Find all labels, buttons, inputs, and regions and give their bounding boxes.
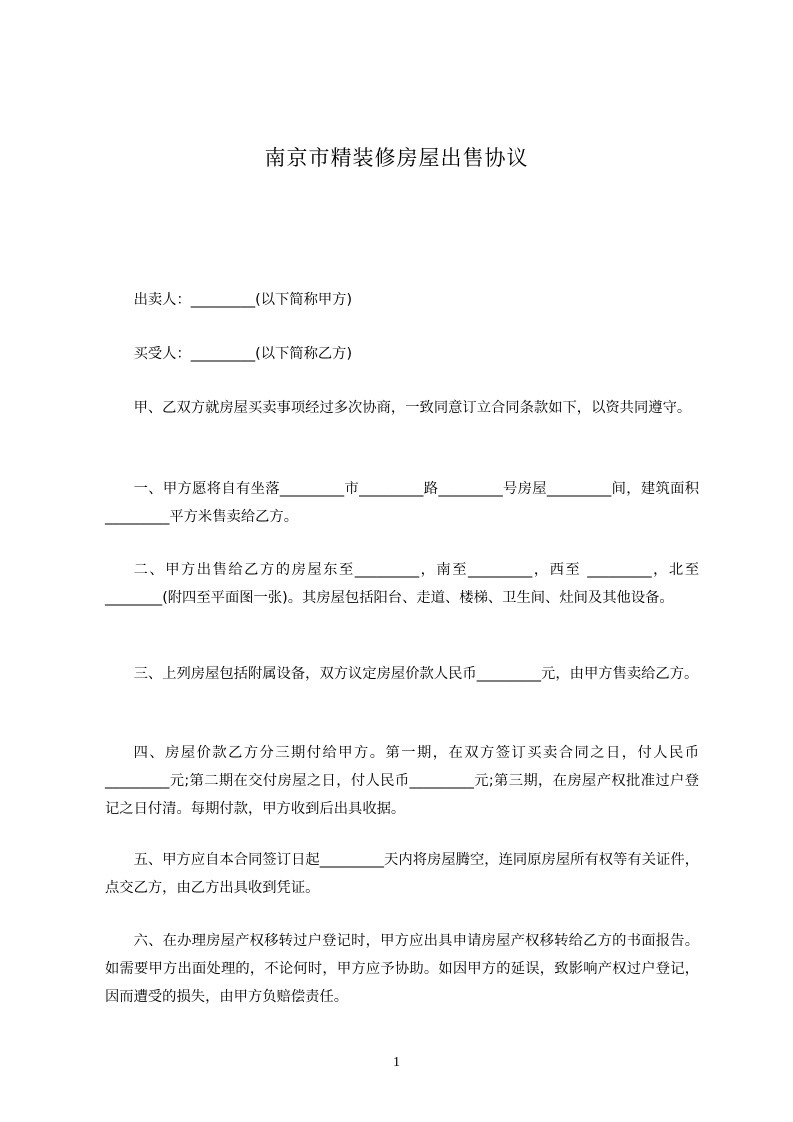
page-number: 1	[393, 1055, 400, 1070]
buyer-line: 买受人：_________(以下简称乙方)	[133, 346, 353, 362]
clause-1-paragraph: 一、甲方愿将自有坐落_________市_________路_________号房屋_________间，建筑面积_________平方米售卖给乙方。	[105, 481, 699, 525]
document-title: 南京市精装修房屋出售协议	[264, 146, 529, 170]
preamble-paragraph: 甲、乙双方就房屋买卖事项经过多次协商，一致同意订立合同条款如下，以资共同遵守。	[133, 400, 692, 416]
clause-5-paragraph: 五、甲方应自本合同签订日起_________天内将房屋腾空，连同原房屋所有权等有关证件，点交乙方，由乙方出具收到凭证。	[105, 852, 699, 896]
clause-6-paragraph: 六、在办理房屋产权移转过户登记时，甲方应出具申请房屋产权移转给乙方的书面报告。如需要甲方出面处理的，不论何时，甲方应予协助。如因甲方的延误，致影响产权过户登记，因而遭受的损失，由甲方负赔偿责任。	[105, 933, 699, 1005]
clause-2-paragraph: 二、甲方出售给乙方的房屋东至_________，南至_________，西至 _________，北至________(附四至平面图一张)。其房屋包括阳台、走道、楼梯、卫生间、灶间及其他设备。	[105, 562, 699, 606]
clause-3-paragraph: 三、上列房屋包括附属设备，双方议定房屋价款人民币_________元，由甲方售卖给乙方。	[133, 666, 699, 682]
seller-line: 出卖人：_________(以下简称甲方)	[133, 292, 353, 308]
clause-4-paragraph: 四、房屋价款乙方分三期付给甲方。第一期，在双方签订买卖合同之日，付人民币 _________元;第二期在交付房屋之日，付人民币_________元;第三期，在房屋产权批准过户登记之日付清。每期付款，甲方收到后出具收据。	[105, 745, 699, 817]
